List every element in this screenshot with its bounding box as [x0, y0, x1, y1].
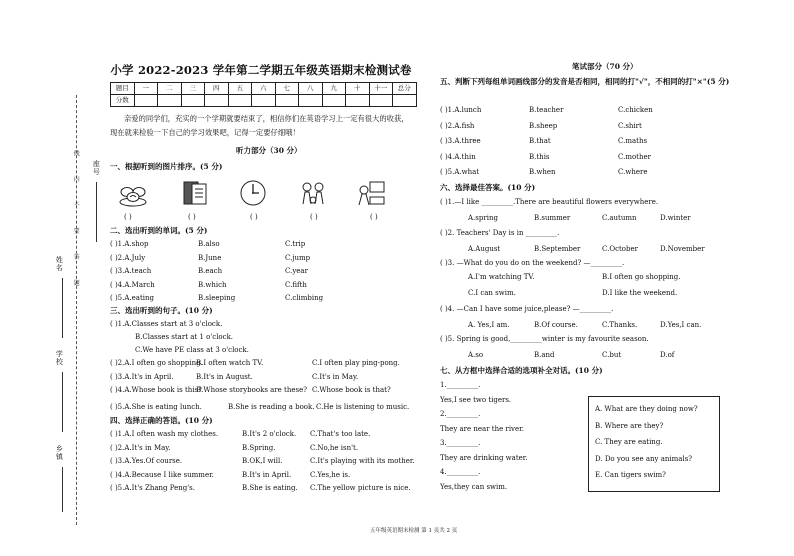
- score-input-cell[interactable]: [322, 95, 346, 107]
- option-c: C.but: [602, 351, 622, 359]
- question-3[interactable]: ( )3. —What do you do on the weekend? —_________.: [440, 259, 625, 267]
- section-3-title: 三、选出听到的句子。(10 分): [110, 306, 213, 315]
- option-b: B.June: [198, 253, 222, 262]
- storybook-picture: [180, 178, 210, 208]
- box-option: B. Where are they?: [595, 421, 664, 430]
- clock-picture: [238, 178, 268, 208]
- box-option: C. They are eating.: [595, 438, 663, 446]
- box-option: E. Can tigers swim?: [595, 471, 666, 479]
- order-blank-3[interactable]: ( ): [250, 213, 258, 221]
- question-1[interactable]: ( )1.A.lunch: [440, 106, 482, 114]
- town-line: [62, 467, 63, 512]
- option-b: B.OK,I will.: [242, 457, 283, 465]
- option-c: C.Yes,he is.: [310, 470, 351, 479]
- score-header-cell: 七: [275, 83, 299, 95]
- page-footer: 五年级英语期末检测 第 1 页共 2 页: [370, 528, 458, 534]
- question-2[interactable]: ( )2.A.It's in May.: [110, 443, 171, 452]
- score-input-cell[interactable]: [393, 95, 417, 107]
- dialogue-blank[interactable]: 3._________.: [440, 439, 481, 447]
- score-input-cell[interactable]: [205, 95, 229, 107]
- option-b: B.September: [534, 245, 581, 253]
- option-c: C.October: [602, 245, 638, 253]
- section-4-title: 四、选择正确的答语。(10 分): [110, 416, 213, 425]
- option-b: B.She is eating.: [242, 484, 298, 492]
- dialogue-line: Yes,I see two tigers.: [440, 395, 512, 404]
- option-d: D.I like the weekend.: [602, 289, 678, 297]
- option-b: B.sleeping: [198, 294, 236, 302]
- listening-part-title: 听力部分（30 分）: [236, 146, 302, 155]
- score-input-cell[interactable]: [275, 95, 299, 107]
- option-a: A.I'm watching TV.: [468, 273, 535, 281]
- score-input-cell[interactable]: [369, 95, 393, 107]
- options-box: [588, 396, 720, 492]
- score-header-cell: 三: [181, 83, 205, 95]
- dialogue-blank[interactable]: 4._________.: [440, 468, 481, 476]
- question-5[interactable]: ( )5. Spring is good,_________winter is my favourite season.: [440, 335, 649, 343]
- question-1[interactable]: ( )1.A.I often wash my clothes.: [110, 430, 219, 438]
- order-blank-1[interactable]: ( ): [124, 213, 132, 221]
- option-c: C.No,he isn't.: [310, 443, 359, 452]
- score-header-cell: 一: [134, 83, 158, 95]
- intro-text: 亲爱的同学们，充实的一个学期就要结束了，相信你们在英语学习上一定有很大的收获，现在就来检验一下自己的学习效果吧，记得一定要仔细哦！: [110, 114, 409, 137]
- option-c: C.I can swim.: [468, 289, 516, 297]
- box-option: D. Do you see any animals?: [595, 454, 693, 463]
- s3-q1-option-a: ( )1.A.Classes start at 3 o'clock.: [110, 320, 223, 328]
- s3-q1-option-c: C.We have PE class at 3 o'clock.: [135, 346, 249, 354]
- question-4[interactable]: ( )4.A.thin: [440, 152, 476, 161]
- seat-label: 座号: [92, 160, 101, 176]
- watching-tv-picture: [356, 178, 386, 208]
- question-5[interactable]: ( )5.A.It's Zhang Peng's.: [110, 484, 195, 492]
- seat-line: [96, 182, 97, 242]
- score-table-score-row: [111, 95, 417, 107]
- option-c: C.It's in May.: [312, 372, 359, 381]
- score-input-cell[interactable]: [228, 95, 252, 107]
- option-b: B.when: [529, 168, 556, 176]
- order-blank-2[interactable]: ( ): [188, 213, 196, 221]
- name-line: [62, 278, 63, 338]
- question-4[interactable]: ( )4.A.Because I like summer.: [110, 470, 214, 479]
- option-c: C.mother: [618, 152, 651, 161]
- option-b: B.sheep: [529, 121, 558, 130]
- option-b: B.It's in August.: [196, 372, 253, 381]
- question-1[interactable]: ( )1.—I like _________.There are beautiful flowers everywhere.: [440, 198, 659, 206]
- option-c: C.shirt: [618, 121, 642, 130]
- option-d: D.November: [660, 245, 705, 253]
- score-table-header-row: [111, 83, 417, 95]
- school-label: 学校: [55, 350, 64, 366]
- option-b: B.Of course.: [534, 321, 578, 329]
- question-3[interactable]: ( )3.A.teach: [110, 267, 152, 275]
- option-b: B.also: [198, 240, 220, 248]
- option-b: B.this: [529, 152, 550, 161]
- option-c: C.trip: [285, 240, 306, 248]
- option-c: C.climbing: [285, 294, 324, 302]
- option-c: C.The yellow picture is nice.: [310, 484, 411, 492]
- question-5[interactable]: ( )5.A.eating: [110, 294, 155, 302]
- exam-title: 小学 2022-2023 学年第二学期五年级英语期末检测试卷: [110, 63, 412, 77]
- option-d: D.Yes,I can.: [660, 321, 702, 329]
- section-7-title: 七、从方框中选择合适的选项补全对话。(10 分): [440, 366, 603, 375]
- score-table: [110, 82, 417, 107]
- option-c: C.jump: [285, 253, 311, 262]
- question-2[interactable]: ( )3.A.It's in April.: [110, 372, 174, 381]
- option-d: D.of: [660, 351, 675, 359]
- town-label: 乡镇: [55, 445, 64, 461]
- score-header-cell: 九: [322, 83, 346, 95]
- score-header-cell: 二: [158, 83, 182, 95]
- option-b: B.Whose storybooks are these?: [196, 386, 307, 394]
- question-2[interactable]: ( )2.A.fish: [440, 121, 475, 130]
- option-c: C.Whose book is that?: [312, 386, 391, 394]
- option-b: B.I often watch TV.: [196, 359, 264, 367]
- option-c: C.It's playing with its mother.: [310, 457, 415, 465]
- s3-q1-option-b: B.Classes start at 1 o'clock.: [135, 333, 234, 341]
- score-header-cell: 五: [228, 83, 252, 95]
- option-c: C.chicken: [618, 106, 653, 114]
- score-header-cell: 十一: [369, 83, 393, 95]
- question-3[interactable]: ( )3.A.three: [440, 137, 481, 145]
- score-input-cell[interactable]: [181, 95, 205, 107]
- score-input-cell[interactable]: [252, 95, 276, 107]
- option-a: A.so: [468, 351, 484, 359]
- picture-row: [118, 178, 408, 210]
- option-b: B.teacher: [529, 106, 564, 114]
- score-input-cell[interactable]: [134, 95, 158, 107]
- question-2[interactable]: ( )2.A.July: [110, 253, 146, 262]
- question-2[interactable]: ( )2. Teachers' Day is in _________.: [440, 229, 560, 237]
- dialogue-blank[interactable]: 1._________.: [440, 381, 481, 389]
- school-line: [62, 372, 63, 432]
- score-header-cell: 四: [205, 83, 229, 95]
- option-a: A.spring: [468, 214, 498, 222]
- question-4[interactable]: ( )4.A.March: [110, 280, 155, 289]
- section-1-title: 一、根据听到的图片排序。(5 分): [110, 162, 223, 171]
- no-answer-notice: 线 内 不 要 答 题: [72, 150, 80, 295]
- dialogue-blank[interactable]: 2._________.: [440, 410, 481, 418]
- option-b: B.I often go shopping.: [602, 273, 681, 281]
- option-c: C.He is listening to music.: [316, 403, 410, 411]
- score-header-cell: 题目: [111, 83, 135, 95]
- section-6-title: 六、选择最佳答案。(10 分): [440, 183, 536, 192]
- option-b: B.It's 2 o'clock.: [242, 430, 297, 438]
- question-1[interactable]: ( )1.A.shop: [110, 240, 149, 248]
- option-b: B.each: [198, 267, 223, 275]
- option-d: D.winter: [660, 214, 691, 222]
- kids-picture: [298, 178, 328, 208]
- dialogue-line: They are near the river.: [440, 424, 524, 433]
- order-blank-4[interactable]: ( ): [310, 213, 318, 221]
- question-3[interactable]: ( )3.A.Yes.Of course.: [110, 457, 183, 465]
- option-c: C.autumn: [602, 214, 637, 222]
- section-5-title: 五、判断下列每组单词画线部分的发音是否相同，相同的打"√"，不相同的打"×"(5 分): [440, 77, 730, 86]
- box-option: A. What are they doing now?: [595, 405, 698, 413]
- question-5[interactable]: ( )5.A.what: [440, 168, 480, 176]
- option-c: C.maths: [618, 137, 648, 145]
- question-3[interactable]: ( )4.A.Whose book is this?: [110, 386, 202, 394]
- score-input-cell[interactable]: [346, 95, 370, 107]
- score-header-cell: 八: [299, 83, 323, 95]
- dialogue-line: They are drinking water.: [440, 453, 528, 462]
- option-b: B.and: [534, 351, 555, 359]
- option-c: C.where: [618, 168, 648, 176]
- score-header-cell: 总分: [393, 83, 417, 95]
- option-b: B.that: [529, 137, 551, 145]
- option-b: B.It's in April.: [242, 470, 292, 479]
- section-2-title: 二、选出听到的单词。(5 分): [110, 226, 208, 235]
- binding-strip: [0, 0, 100, 556]
- mooncake-picture: [118, 178, 148, 208]
- writing-part-title: 笔试部分（70 分）: [572, 62, 638, 71]
- question-5[interactable]: ( )5.A.She is eating lunch.: [110, 403, 202, 411]
- option-b: B.which: [198, 280, 227, 289]
- question-1[interactable]: ( )2.A.I often go shopping.: [110, 359, 203, 367]
- score-row-label: 分数: [111, 95, 135, 107]
- score-input-cell[interactable]: [299, 95, 323, 107]
- option-a: A.August: [468, 245, 501, 253]
- option-c: C.I often play ping-pong.: [312, 359, 400, 367]
- score-input-cell[interactable]: [158, 95, 182, 107]
- name-label: 姓名: [55, 256, 64, 272]
- order-blank-5[interactable]: ( ): [370, 213, 378, 221]
- option-c: C.fifth: [285, 280, 307, 289]
- score-header-cell: 十: [346, 83, 370, 95]
- option-c: C.That's too late.: [310, 430, 371, 438]
- option-b: B.summer: [534, 214, 571, 222]
- option-b: B.Spring.: [242, 443, 276, 452]
- option-a: A. Yes,I am.: [468, 321, 510, 329]
- dialogue-line: Yes,they can swim.: [440, 482, 508, 491]
- question-4[interactable]: ( )4. —Can I have some juice,please? —_________.: [440, 305, 614, 313]
- score-header-cell: 六: [252, 83, 276, 95]
- option-c: C.Thanks.: [602, 321, 638, 329]
- option-b: B.She is reading a book.: [228, 403, 315, 411]
- option-c: C.year: [285, 267, 308, 275]
